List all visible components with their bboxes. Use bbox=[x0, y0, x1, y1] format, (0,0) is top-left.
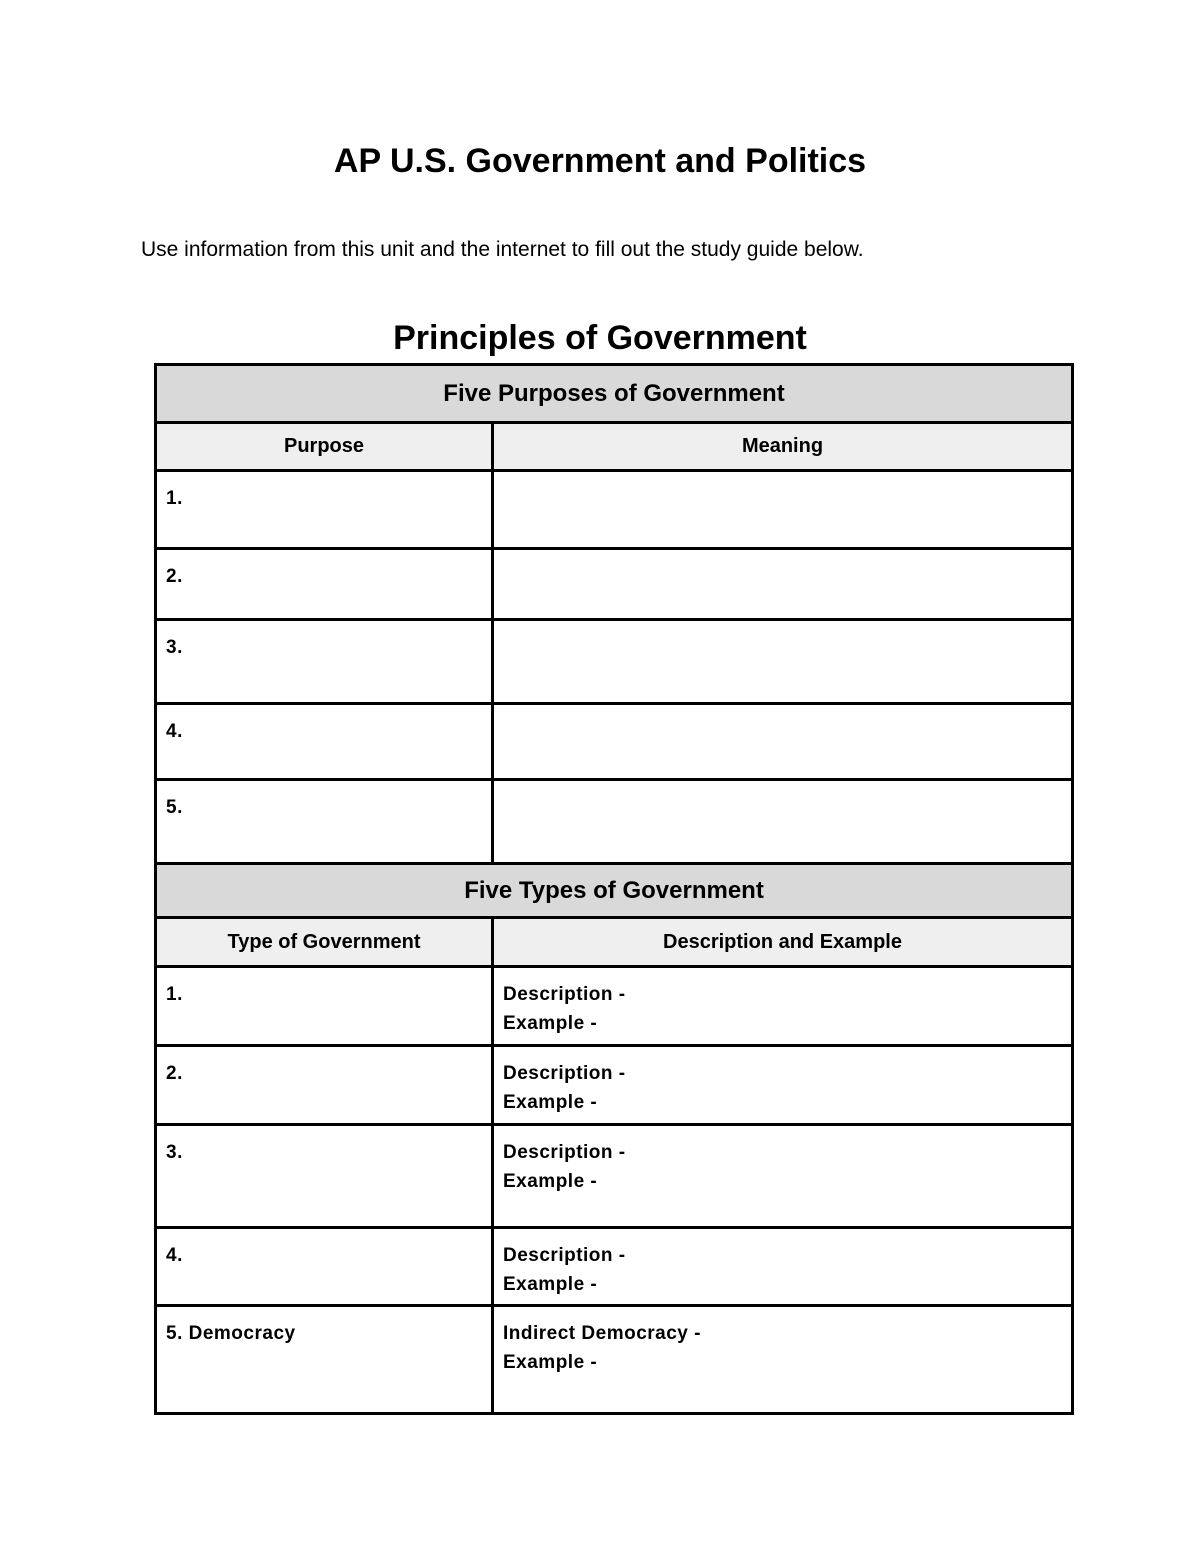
example-line: Example - bbox=[503, 1013, 598, 1034]
purpose-cell[interactable] bbox=[156, 471, 493, 549]
description-cell[interactable] bbox=[493, 1228, 1073, 1306]
purpose-row bbox=[156, 620, 1073, 704]
description-column-header: Description and Example bbox=[493, 918, 1073, 967]
purposes-header-row bbox=[156, 423, 1073, 471]
type-label: 2. bbox=[166, 1063, 183, 1084]
type-cell[interactable] bbox=[156, 1306, 493, 1414]
type-row bbox=[156, 1046, 1073, 1125]
meaning-text bbox=[494, 550, 1071, 562]
type-cell[interactable] bbox=[156, 967, 493, 1046]
meaning-text bbox=[494, 472, 1071, 484]
section-title: Principles of Government bbox=[393, 319, 807, 357]
types-banner: Five Types of Government bbox=[156, 864, 1073, 918]
meaning-cell[interactable] bbox=[493, 780, 1073, 864]
type-row bbox=[156, 1228, 1073, 1306]
document-title: AP U.S. Government and Politics bbox=[333, 142, 867, 180]
description-line: Description - bbox=[503, 1245, 626, 1266]
description-cell[interactable] bbox=[493, 1306, 1073, 1414]
purpose-row bbox=[156, 704, 1073, 780]
purpose-row bbox=[156, 780, 1073, 864]
type-column-header: Type of Government bbox=[156, 918, 493, 967]
description-line: Description - bbox=[503, 984, 626, 1005]
example-line: Example - bbox=[503, 1352, 598, 1373]
purpose-label: 5. bbox=[166, 797, 183, 818]
purpose-label: 1. bbox=[166, 488, 183, 509]
description-line: Description - bbox=[503, 1063, 626, 1084]
type-cell[interactable] bbox=[156, 1228, 493, 1306]
type-cell[interactable] bbox=[156, 1125, 493, 1228]
types-banner-row bbox=[156, 864, 1073, 918]
purpose-column-header: Purpose bbox=[156, 423, 493, 471]
description-cell[interactable] bbox=[493, 1125, 1073, 1228]
example-line: Example - bbox=[503, 1092, 598, 1113]
purpose-cell[interactable] bbox=[156, 704, 493, 780]
type-row bbox=[156, 1125, 1073, 1228]
type-cell[interactable] bbox=[156, 1046, 493, 1125]
meaning-cell[interactable] bbox=[493, 549, 1073, 620]
purpose-label: 3. bbox=[166, 637, 183, 658]
description-cell[interactable] bbox=[493, 1046, 1073, 1125]
meaning-text bbox=[494, 705, 1071, 717]
type-label: 1. bbox=[166, 984, 183, 1005]
study-guide-table bbox=[154, 363, 1074, 1415]
purpose-cell[interactable] bbox=[156, 549, 493, 620]
type-label: 4. bbox=[166, 1245, 183, 1266]
purpose-row bbox=[156, 549, 1073, 620]
description-line: Indirect Democracy - bbox=[503, 1323, 701, 1344]
purpose-label: 4. bbox=[166, 721, 183, 742]
purposes-banner: Five Purposes of Government bbox=[156, 365, 1073, 423]
example-line: Example - bbox=[503, 1171, 598, 1192]
description-cell[interactable] bbox=[493, 967, 1073, 1046]
meaning-cell[interactable] bbox=[493, 471, 1073, 549]
type-row bbox=[156, 1306, 1073, 1414]
type-label: 5. Democracy bbox=[166, 1323, 296, 1344]
meaning-column-header: Meaning bbox=[493, 423, 1073, 471]
example-line: Example - bbox=[503, 1274, 598, 1295]
meaning-cell[interactable] bbox=[493, 620, 1073, 704]
meaning-cell[interactable] bbox=[493, 704, 1073, 780]
type-row bbox=[156, 967, 1073, 1046]
purpose-cell[interactable] bbox=[156, 780, 493, 864]
type-label: 3. bbox=[166, 1142, 183, 1163]
purposes-banner-row bbox=[156, 365, 1073, 423]
types-header-row bbox=[156, 918, 1073, 967]
instructions-text: Use information from this unit and the internet to fill out the study guide below. bbox=[141, 238, 864, 261]
meaning-text bbox=[494, 621, 1071, 633]
description-line: Description - bbox=[503, 1142, 626, 1163]
meaning-text bbox=[494, 781, 1071, 793]
purpose-label: 2. bbox=[166, 566, 183, 587]
purpose-cell[interactable] bbox=[156, 620, 493, 704]
purpose-row bbox=[156, 471, 1073, 549]
